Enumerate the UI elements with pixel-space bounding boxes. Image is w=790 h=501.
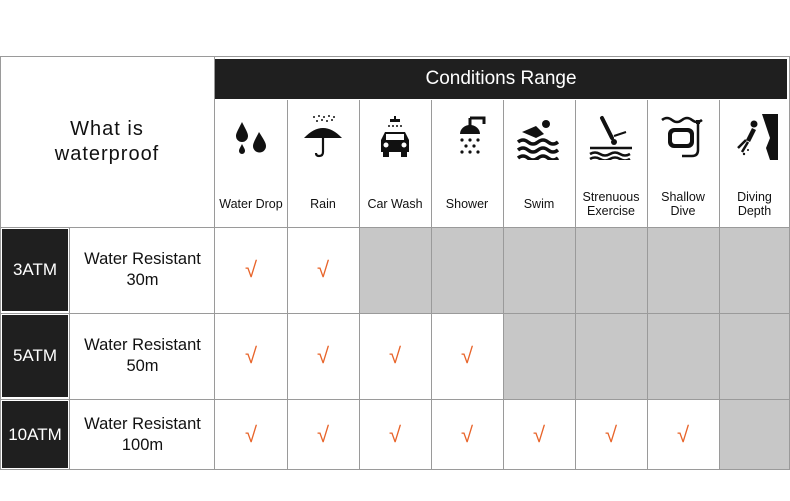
water-drop-icon (228, 114, 274, 160)
supported-cell (647, 399, 719, 470)
unsupported-cell (647, 313, 719, 399)
check-mark-icon: √ (460, 421, 474, 447)
grid-line (359, 100, 360, 470)
condition-header-cell (431, 100, 503, 227)
grid-line (214, 56, 215, 470)
condition-header-cell (215, 100, 287, 227)
condition-label: Swim (523, 197, 555, 211)
condition-header-cell (719, 100, 790, 227)
condition-header-cell (359, 100, 431, 227)
scuba-diver-icon (732, 114, 778, 160)
grid-line (0, 56, 790, 57)
check-mark-icon: √ (316, 257, 330, 282)
grid-line (0, 469, 790, 470)
grid-line (647, 100, 648, 470)
shower-icon (444, 114, 490, 160)
resistance-description: Water Resistant 50m (84, 336, 201, 375)
condition-label: Rain (310, 197, 336, 211)
supported-cell (215, 227, 287, 313)
snorkel-mask-icon (660, 114, 706, 160)
atm-rating-label: 5ATM (2, 315, 68, 397)
condition-header-cell (647, 100, 719, 227)
unsupported-cell (575, 313, 647, 399)
unsupported-cell (719, 227, 790, 313)
supported-cell (359, 313, 431, 399)
supported-cell (575, 399, 647, 470)
condition-label: Strenuous Exercise (582, 190, 640, 218)
waterproof-table (0, 56, 790, 470)
check-mark-icon: √ (604, 421, 618, 447)
check-mark-icon: √ (460, 343, 474, 368)
table-title: What is waterproof (54, 117, 160, 165)
car-wash-icon (372, 114, 418, 160)
supported-cell (431, 399, 503, 470)
resistance-description: Water Resistant 100m (84, 414, 201, 454)
grid-line (287, 100, 288, 470)
unsupported-cell (575, 227, 647, 313)
supported-cell (287, 227, 359, 313)
grid-line (0, 313, 790, 314)
supported-cell (431, 313, 503, 399)
condition-label: Shower (445, 197, 489, 211)
grid-line (575, 100, 576, 470)
condition-header-cell (287, 100, 359, 227)
grid-line (431, 100, 432, 470)
check-mark-icon: √ (316, 421, 330, 447)
unsupported-cell (719, 313, 790, 399)
check-mark-icon: √ (244, 343, 258, 368)
grid-line (0, 56, 1, 470)
swimmer-icon (516, 114, 562, 160)
condition-label: Car Wash (367, 197, 423, 211)
condition-label: Diving Depth (737, 190, 772, 218)
grid-line (0, 227, 790, 228)
check-mark-icon: √ (532, 421, 546, 447)
unsupported-cell (647, 227, 719, 313)
check-mark-icon: √ (244, 421, 258, 447)
diver-jump-icon (588, 114, 634, 160)
conditions-header: Conditions Range (215, 59, 787, 99)
unsupported-cell (431, 227, 503, 313)
grid-line (503, 100, 504, 470)
check-mark-icon: √ (388, 343, 402, 368)
supported-cell (215, 313, 287, 399)
supported-cell (287, 313, 359, 399)
condition-header-cell (575, 100, 647, 227)
check-mark-icon: √ (244, 257, 258, 282)
check-mark-icon: √ (388, 421, 402, 447)
condition-label: Shallow Dive (661, 190, 705, 218)
supported-cell (503, 399, 575, 470)
supported-cell (287, 399, 359, 470)
unsupported-cell (719, 399, 790, 470)
grid-line (0, 399, 790, 400)
unsupported-cell (359, 227, 431, 313)
grid-line (719, 100, 720, 470)
grid-line (69, 227, 70, 470)
supported-cell (359, 399, 431, 470)
unsupported-cell (503, 313, 575, 399)
supported-cell (215, 399, 287, 470)
atm-rating-label: 10ATM (2, 401, 68, 468)
resistance-description: Water Resistant 30m (84, 250, 201, 289)
check-mark-icon: √ (316, 343, 330, 368)
unsupported-cell (503, 227, 575, 313)
rain-umbrella-icon (300, 114, 346, 160)
atm-rating-label: 3ATM (2, 229, 68, 311)
condition-label: Water Drop (219, 197, 283, 211)
check-mark-icon: √ (676, 421, 690, 447)
condition-header-cell (503, 100, 575, 227)
